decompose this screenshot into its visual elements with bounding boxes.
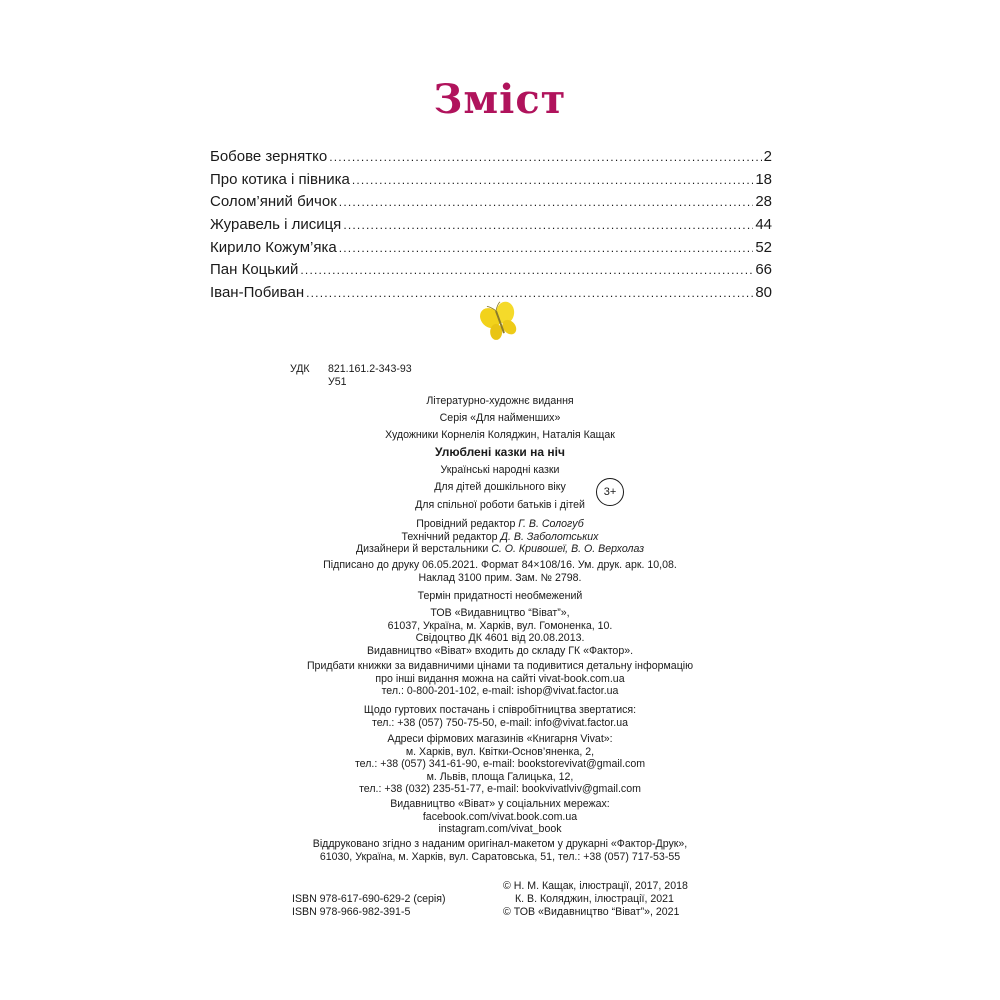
publisher-group: Видавництво «Віват» входить до складу ГК «Фактор».: [366, 644, 634, 657]
audience-line: Для дітей дошкільного віку: [434, 481, 566, 493]
toc-leader-dots: [339, 237, 754, 260]
shop-kharkiv-address: м. Харків, вул. Квітки-Основ’яненка, 2,: [405, 745, 595, 758]
toc-leader-dots: [329, 146, 761, 169]
toc-leader-dots: [306, 282, 753, 305]
toc-row[interactable]: [210, 259, 772, 282]
buy-contact-line: тел.: 0-800-201-102, e-mail: ishop@vivat.factor.ua: [381, 685, 619, 697]
copyright-illustrations-2: К. В. Коляджин, ілюстрації, 2021: [515, 893, 674, 905]
social-facebook: facebook.com/vivat.book.com.ua: [422, 810, 578, 823]
lead-editor-line: [200, 518, 800, 531]
social-heading: Видавництво «Віват» у соціальних мережах:: [390, 798, 610, 810]
shop-kharkiv-contact: тел.: +38 (057) 341-61-90, e-mail: bookstorevivat@gmail.com: [354, 758, 646, 770]
toc-leader-dots: [343, 214, 753, 237]
butterfly-icon: [478, 300, 522, 344]
contents-title: Зміст: [433, 76, 567, 123]
toc-row[interactable]: [210, 237, 772, 260]
toc-leader-dots: [300, 259, 753, 282]
shops-heading: Адреси фірмових магазинів «Книгарня Vivat»:: [387, 733, 613, 745]
copyright-illustrations-1: © Н. М. Кащак, ілюстрації, 2017, 2018: [503, 880, 688, 892]
toc-entry-title: Бобове зернятко: [210, 148, 328, 165]
toc-page-number: 2: [763, 148, 772, 165]
toc-leader-dots: [352, 169, 753, 192]
toc-page-number: 80: [755, 284, 772, 302]
lead-editor-label: Провідний редактор: [416, 518, 516, 530]
udk-label: УДК: [290, 363, 310, 375]
toc-page-number: 44: [755, 216, 772, 234]
toc-entry-title: Про котика і півника: [210, 170, 350, 188]
toc-entry-title: Журавель і лисиця: [210, 216, 342, 234]
tech-editor-label: Технічний редактор: [401, 530, 498, 543]
wholesale-contact: тел.: +38 (057) 750-75-50, e-mail: info@vivat.factor.ua: [372, 716, 628, 729]
toc-entry-title: Кирило Кожум’яка: [210, 238, 337, 256]
toc-row[interactable]: [210, 191, 772, 214]
illustrators-line: Художники Корнелія Коляджин, Наталія Кащак: [385, 429, 615, 441]
udk-value: 821.161.2-343-93: [328, 363, 412, 375]
toc-page-number: 18: [755, 170, 772, 188]
udk-index: У51: [328, 376, 347, 388]
joint-reading-line: Для спільної роботи батьків і дітей: [415, 499, 585, 511]
wholesale-line: Щодо гуртових постачань і співробітництва звертатися:: [363, 704, 637, 716]
shop-lviv-contact: тел.: +38 (032) 235-51-77, e-mail: bookvivatlviv@gmail.com: [359, 783, 641, 795]
lead-editor-name: Г. В. Сологуб: [518, 518, 584, 530]
toc-page-number: 66: [755, 261, 772, 279]
toc-page-number: 52: [755, 238, 772, 256]
age-rating-badge: 3+: [596, 478, 624, 506]
designers-label: Дизайнери й верстальники: [355, 543, 489, 555]
isbn-book: ISBN 978-966-982-391-5: [292, 906, 411, 918]
tech-editor-line: [200, 531, 800, 544]
publisher-address: 61037, Україна, м. Харків, вул. Гомоненка, 10.: [387, 619, 613, 632]
series-line: Серія «Для найменших»: [439, 412, 561, 424]
designers-line: [200, 543, 800, 556]
copyright-publisher: © ТОВ «Видавництво “Віват”», 2021: [503, 906, 680, 918]
shelf-life-line: Термін придатності необмежений: [417, 590, 583, 602]
book-title: Улюблені казки на ніч: [435, 445, 565, 459]
buy-info-line: Придбати книжки за видавничими цінами та подивитися детальну інформацію: [306, 660, 694, 672]
tech-editor-name: Д. В. Заболотських: [500, 530, 599, 543]
buy-website-line: про інші видання можна на сайті vivat-book.com.ua: [375, 672, 625, 685]
toc-entry-title: Іван-Побиван: [210, 284, 305, 302]
print-info-line: Підписано до друку 06.05.2021. Формат 84×108/16. Ум. друк. арк. 10,08.: [323, 559, 677, 571]
printed-by-line: Віддруковано згідно з наданим оригінал-макетом у друкарні «Фактор-Друк»,: [312, 838, 688, 850]
subtitle-line: Українські народні казки: [440, 464, 560, 476]
publisher-name: ТОВ «Видавництво “Віват”»,: [430, 607, 570, 619]
toc-row[interactable]: [210, 214, 772, 237]
toc-leader-dots: [339, 191, 754, 214]
genre-line: Літературно-художнє видання: [426, 395, 574, 407]
toc-entry-title: Солом’яний бичок: [210, 193, 337, 211]
shop-lviv-address: м. Львів, площа Галицька, 12,: [426, 770, 574, 783]
toc-row[interactable]: [210, 169, 772, 192]
designers-names: С. О. Кривошеї, В. О. Верхолаз: [491, 543, 645, 555]
table-of-contents: [210, 146, 772, 305]
printed-by-address: 61030, Україна, м. Харків, вул. Саратовська, 51, тел.: +38 (057) 717-53-55: [319, 850, 681, 863]
print-run-line: Наклад 3100 прим. Зам. № 2798.: [418, 571, 582, 584]
isbn-series: ISBN 978-617-690-629-2 (серія): [292, 893, 446, 905]
social-instagram: instagram.com/vivat_book: [438, 823, 562, 835]
toc-page-number: 28: [755, 193, 772, 211]
toc-entry-title: Пан Коцький: [210, 261, 299, 279]
publisher-certificate: Свідоцтво ДК 4601 від 20.08.2013.: [415, 632, 585, 644]
toc-row[interactable]: [210, 146, 772, 169]
